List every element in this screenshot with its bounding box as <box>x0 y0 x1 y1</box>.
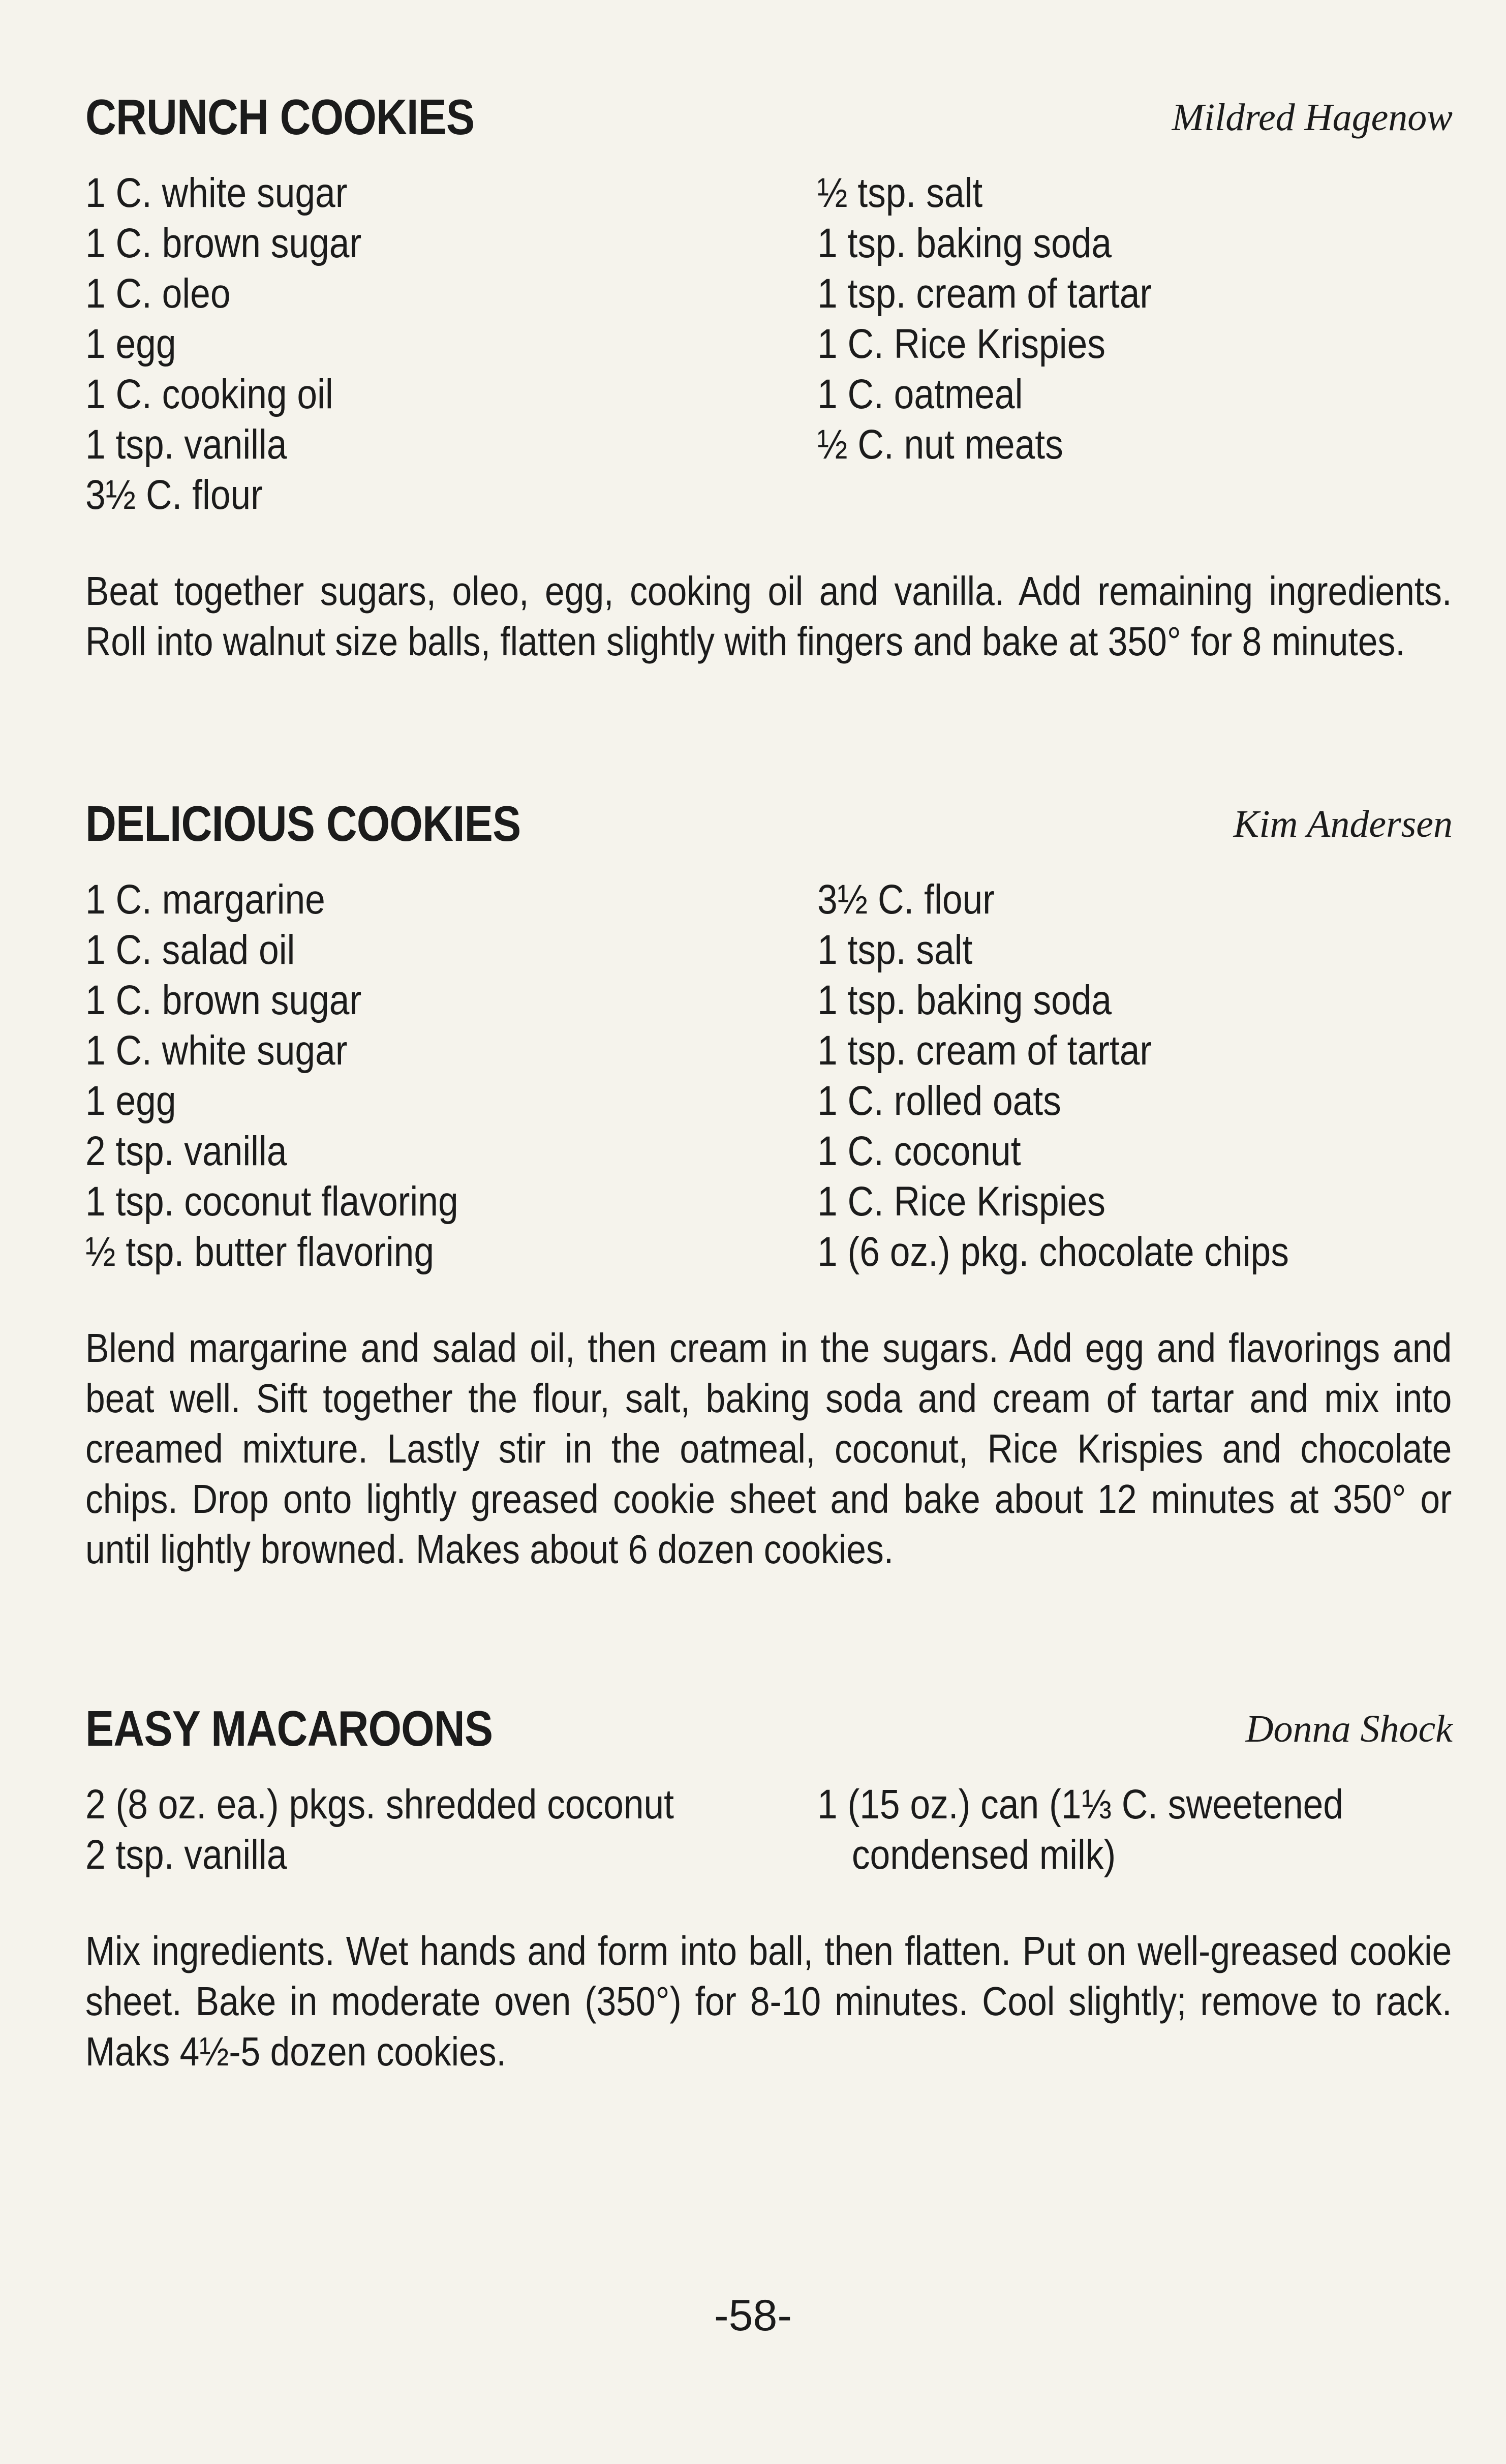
ingredient: 1 tsp. coconut flavoring <box>85 1178 458 1225</box>
ingredient: 1 egg <box>85 321 176 367</box>
ingredient: 1 tsp. cream of tartar <box>817 1027 1152 1074</box>
ingredient: 1 C. salad oil <box>85 927 295 973</box>
ingredient-column-right <box>817 168 1453 520</box>
ingredient-list <box>85 874 1453 1277</box>
recipe-header <box>85 1698 1453 1759</box>
recipe-directions: Beat together sugars, oleo, egg, cooking oil and vanilla. Add remaining ingredients. Roll into walnut size balls, flatten slightly with fingers and bake at 350° for 8 minutes. <box>85 568 1452 664</box>
ingredient-column-right <box>817 874 1453 1277</box>
ingredient: 1 C. cooking oil <box>85 371 333 417</box>
recipe-title: DELICIOUS COOKIES <box>85 796 521 851</box>
ingredient: 1 C. rolled oats <box>817 1078 1061 1124</box>
ingredient: 1 tsp. baking soda <box>817 220 1112 266</box>
ingredient: 2 (8 oz. ea.) pkgs. shredded coconut <box>85 1781 674 1828</box>
ingredient: ½ tsp. butter flavoring <box>85 1229 435 1275</box>
ingredient: 1 tsp. cream of tartar <box>817 270 1152 317</box>
recipe-title: EASY MACAROONS <box>85 1700 493 1756</box>
ingredient: 1 C. coconut <box>817 1128 1021 1174</box>
ingredient-list <box>85 1779 1453 1880</box>
page-number: -58- <box>714 2291 792 2340</box>
ingredient: 1 C. margarine <box>85 876 325 923</box>
ingredient: 1 tsp. salt <box>817 927 973 973</box>
recipe-author: Kim Andersen <box>1233 803 1453 845</box>
recipe-author: Donna Shock <box>1245 1708 1453 1750</box>
ingredient: 1 C. Rice Krispies <box>817 321 1105 367</box>
ingredient: 1 (15 oz.) can (1⅓ C. sweetened condensed milk) <box>817 1781 1343 1878</box>
ingredient: 1 C. brown sugar <box>85 977 362 1023</box>
ingredient: 1 C. Rice Krispies <box>817 1178 1105 1225</box>
ingredient: 1 tsp. baking soda <box>817 977 1112 1023</box>
ingredient-list <box>85 168 1453 520</box>
ingredient: 1 tsp. vanilla <box>85 421 287 468</box>
ingredient: 3½ C. flour <box>85 472 263 518</box>
recipe-author: Mildred Hagenow <box>1172 96 1453 139</box>
ingredient: 2 tsp. vanilla <box>85 1832 287 1878</box>
recipe-header <box>85 86 1453 147</box>
recipe-title: CRUNCH COOKIES <box>85 89 475 145</box>
recipe-directions: Mix ingredients. Wet hands and form into ball, then flatten. Put on well-greased cookie sheet. Bake in moderate oven (350°) for 8-10 minutes. Cool slightly; remove to rack. Maks 4½-5 dozen cookies. <box>85 1928 1452 2074</box>
ingredient: 2 tsp. vanilla <box>85 1128 287 1174</box>
ingredient: 1 (6 oz.) pkg. chocolate chips <box>817 1229 1289 1275</box>
ingredient: 1 egg <box>85 1078 176 1124</box>
ingredient: 1 C. white sugar <box>85 1027 348 1074</box>
ingredient: ½ tsp. salt <box>817 170 983 216</box>
ingredient-column-left <box>85 874 817 1277</box>
ingredient: 1 C. white sugar <box>85 170 348 216</box>
recipe-directions: Blend margarine and salad oil, then cream in the sugars. Add egg and flavorings and beat well. Sift together the flour, salt, baking soda and cream of tartar and mix into creamed mixture. Lastly stir in the oatmeal, coconut, Rice Krispies and chocolate chips. Drop onto lightly greased cookie sheet and bake about 12 minutes at 350° or until lightly browned. Makes about 6 dozen cookies. <box>85 1325 1452 1572</box>
ingredient: 1 C. oleo <box>85 270 231 317</box>
recipe-crunch-cookies <box>85 86 1453 666</box>
ingredient-column-left <box>85 1779 817 1880</box>
ingredient: 1 C. oatmeal <box>817 371 1023 417</box>
ingredient-column-left <box>85 168 817 520</box>
recipe-header <box>85 793 1453 854</box>
ingredient: 1 C. brown sugar <box>85 220 362 266</box>
recipe-easy-macaroons <box>85 1698 1453 2077</box>
ingredient: ½ C. nut meats <box>817 421 1063 468</box>
ingredient-column-right <box>817 1779 1453 1880</box>
recipe-delicious-cookies <box>85 793 1453 1574</box>
ingredient: 3½ C. flour <box>817 876 995 923</box>
